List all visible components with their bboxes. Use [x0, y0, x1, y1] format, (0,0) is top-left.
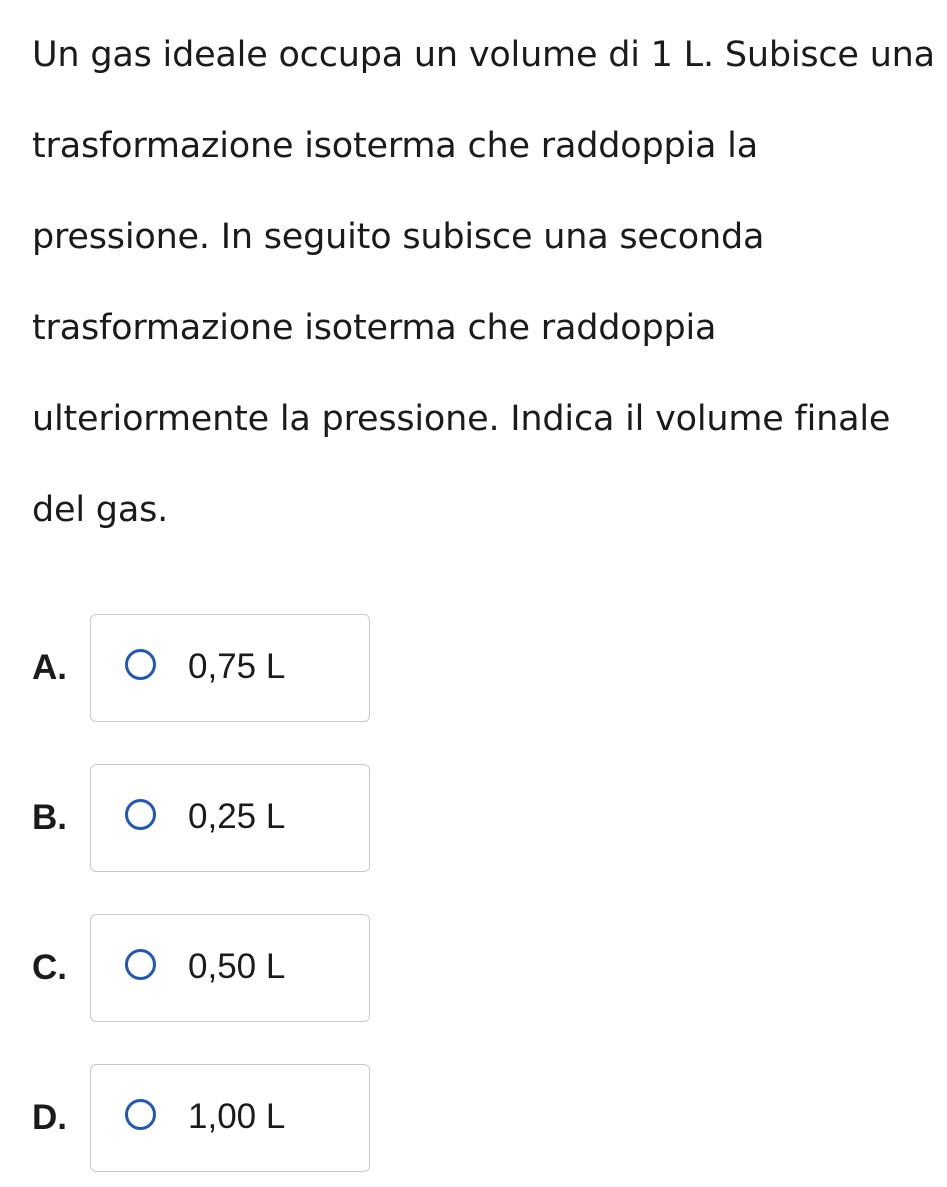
- option-letter: B.: [32, 798, 67, 837]
- answer-choice-b[interactable]: [90, 764, 370, 872]
- answer-choice-a[interactable]: [90, 614, 370, 722]
- answer-choice-c[interactable]: [90, 914, 370, 1022]
- option-label: 0,75 L: [188, 647, 286, 686]
- option-b: [0, 764, 947, 872]
- radio-unchecked-icon[interactable]: [125, 649, 156, 680]
- answer-choice-d[interactable]: [90, 1064, 370, 1172]
- option-letter: A.: [32, 648, 67, 687]
- option-c: [0, 914, 947, 1022]
- option-letter: C.: [32, 948, 67, 987]
- question-text: Un gas ideale occupa un volume di 1 L. Subisce una trasformazione isoterma che raddoppia la pressione. In seguito subisce una seconda trasformazione isoterma che raddoppia ulteriormente la pressione. Indica il volume finale del gas.: [32, 35, 935, 530]
- radio-unchecked-icon[interactable]: [125, 949, 156, 980]
- option-d: [0, 1064, 947, 1172]
- option-label: 1,00 L: [188, 1097, 286, 1136]
- option-label: 0,50 L: [188, 947, 286, 986]
- option-a: [0, 614, 947, 722]
- radio-unchecked-icon[interactable]: [125, 1099, 156, 1130]
- option-letter: D.: [32, 1098, 67, 1137]
- option-label: 0,25 L: [188, 797, 286, 836]
- radio-unchecked-icon[interactable]: [125, 799, 156, 830]
